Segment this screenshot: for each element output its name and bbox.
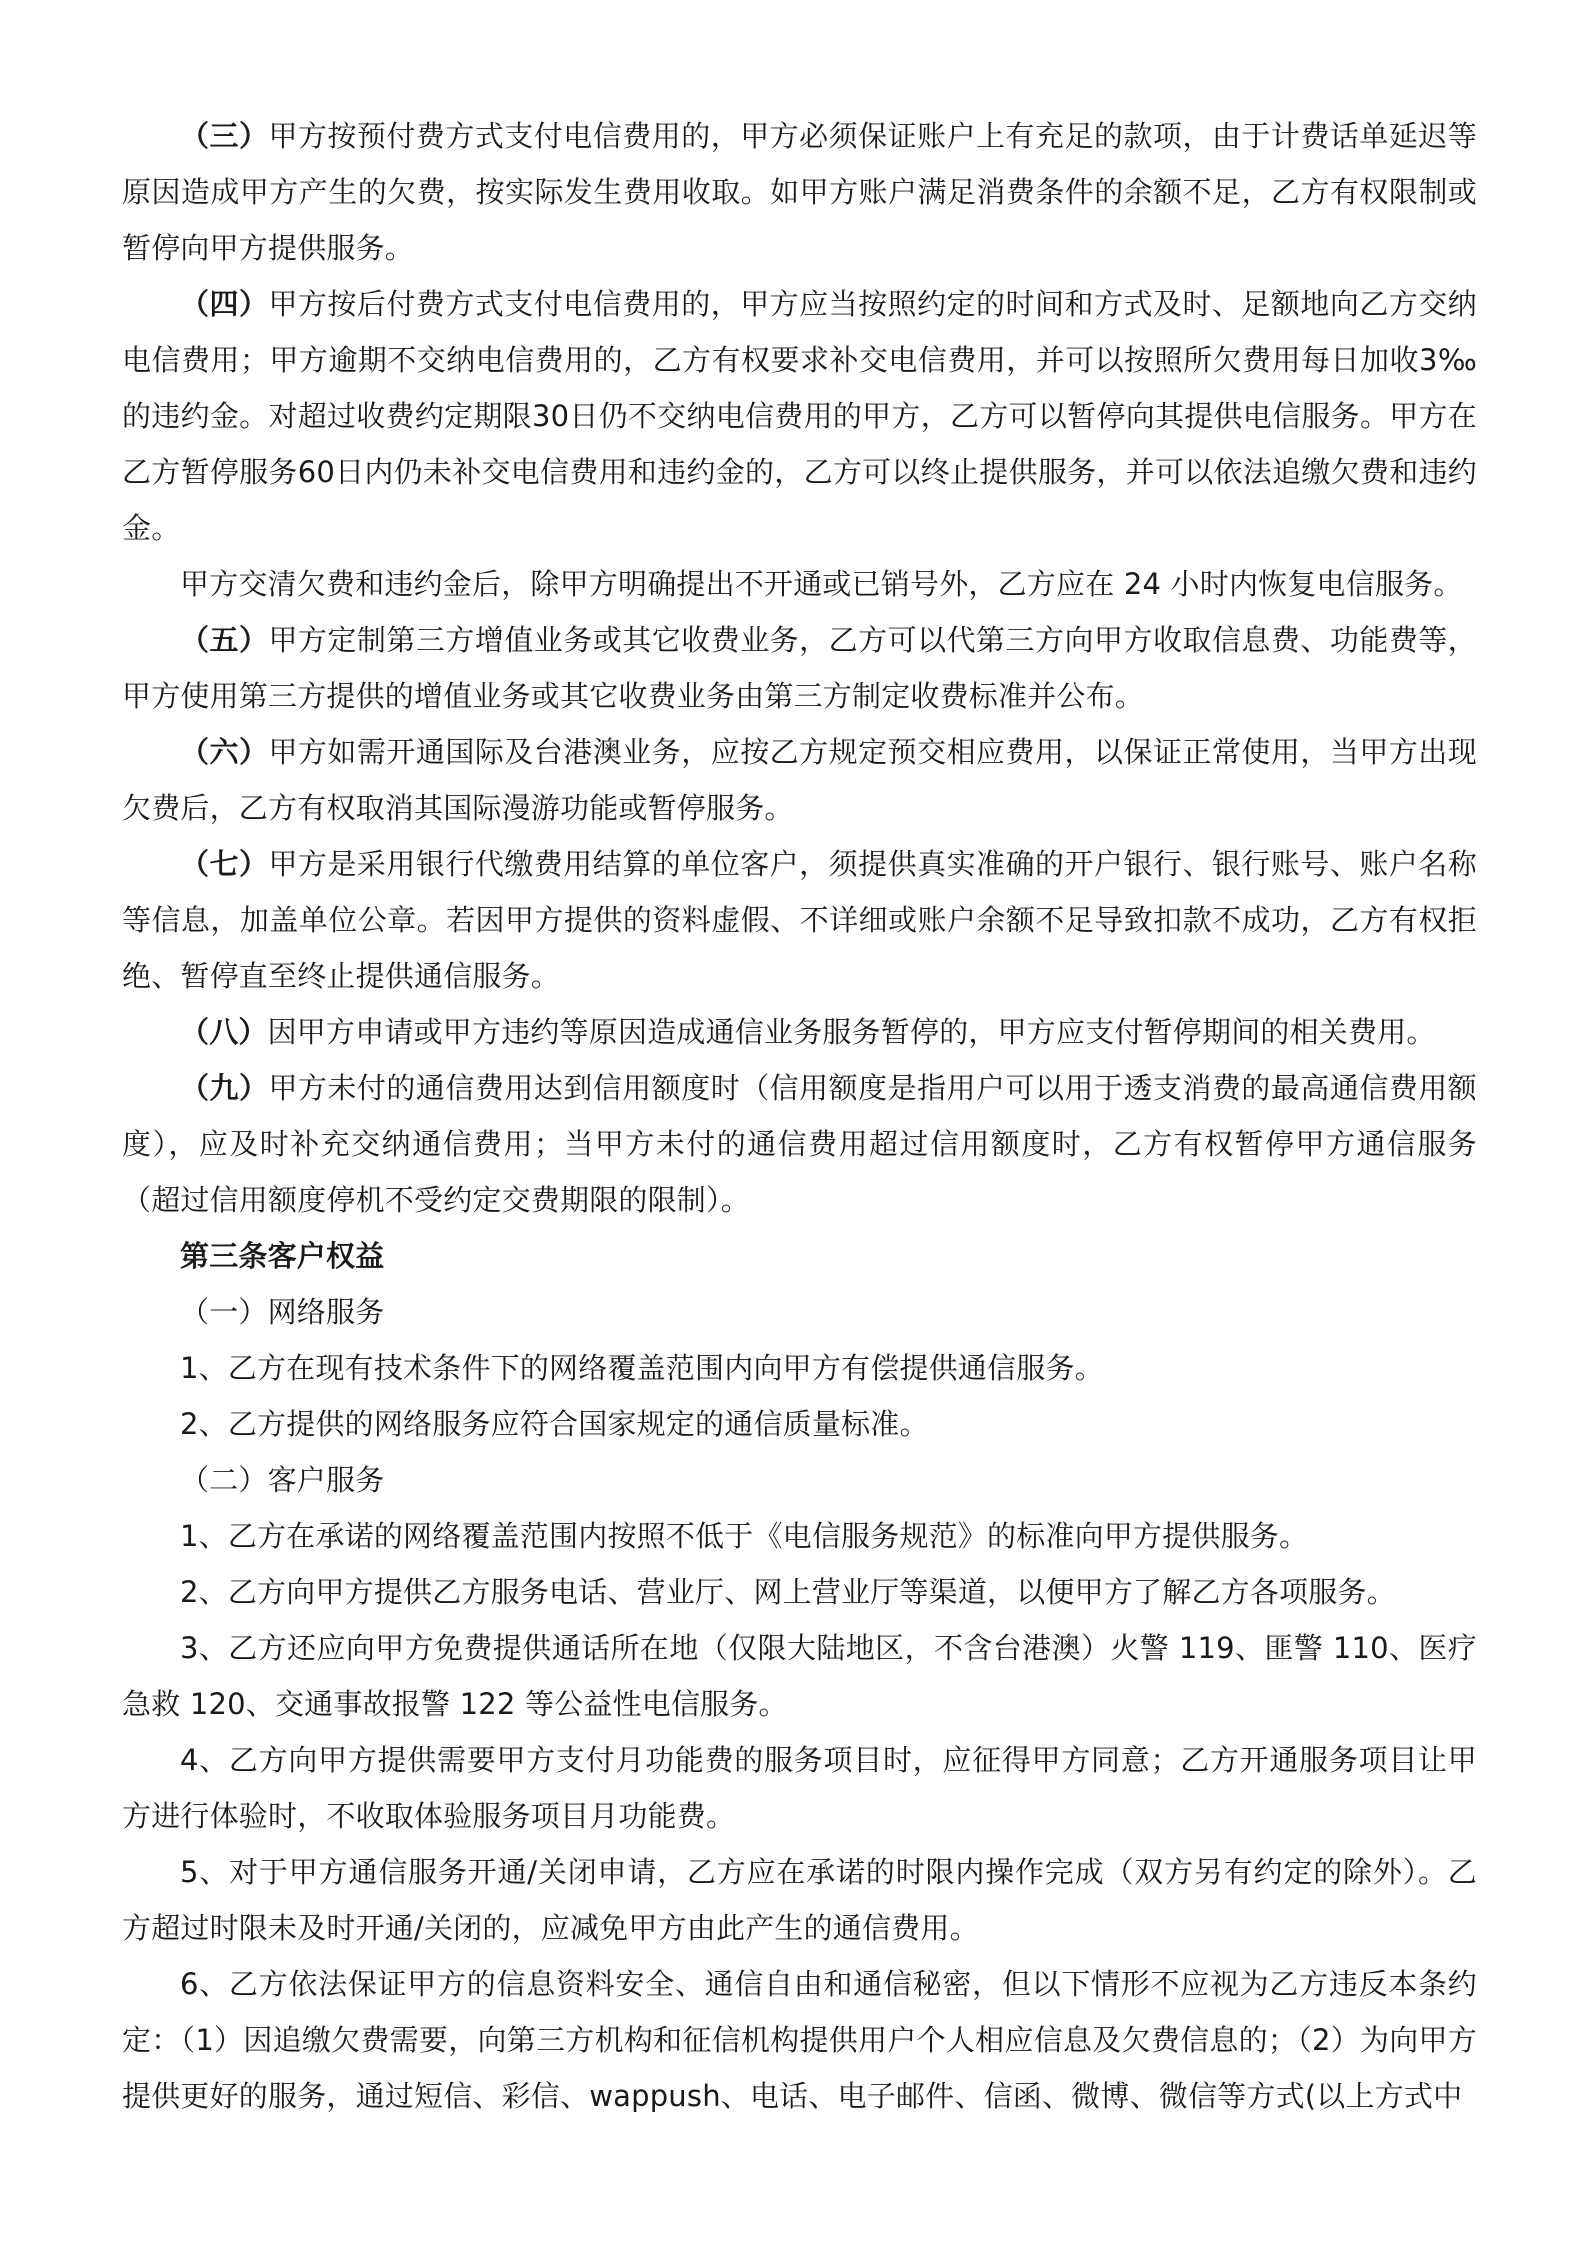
item-text: 3、乙方还应向甲方免费提供通话所在地（仅限大陆地区，不含台港澳）火警 119、匪警 110、医疗急救 120、交通事故报警 122 等公益性电信服务。 [122, 1631, 1477, 1721]
paragraph-9 [122, 1060, 1477, 1228]
clause-text: 甲方如需开通国际及台港澳业务，应按乙方规定预交相应费用，以保证正常使用，当甲方出现欠费后，乙方有权取消其国际漫游功能或暂停服务。 [122, 735, 1477, 825]
clause-text: 甲方定制第三方增值业务或其它收费业务，乙方可以代第三方向甲方收取信息费、功能费等，甲方使用第三方提供的增值业务或其它收费业务由第三方制定收费标准并公布。 [122, 623, 1477, 713]
clause-lead: （五） [180, 623, 269, 657]
item-customer-3 [122, 1620, 1477, 1732]
clause-text: 因甲方申请或甲方违约等原因造成通信业务服务暂停的，甲方应支付暂停期间的相关费用。 [267, 1015, 1436, 1049]
item-customer-5 [122, 1844, 1477, 1956]
paragraph-5 [122, 612, 1477, 724]
item-text: 5、对于甲方通信服务开通/关闭申请，乙方应在承诺的时限内操作完成（双方另有约定的除外）。乙方超过时限未及时开通/关闭的，应减免甲方由此产生的通信费用。 [122, 1855, 1477, 1945]
item-text: 4、乙方向甲方提供需要甲方支付月功能费的服务项目时，应征得甲方同意；乙方开通服务项目让甲方进行体验时，不收取体验服务项目月功能费。 [122, 1743, 1477, 1833]
clause-text: 甲方是采用银行代缴费用结算的单位客户，须提供真实准确的开户银行、银行账号、账户名称等信息，加盖单位公章。若因甲方提供的资料虚假、不详细或账户余额不足导致扣款不成功，乙方有权拒绝、暂停直至终止提供通信服务。 [122, 847, 1477, 993]
clause-lead: （八） [180, 1015, 268, 1049]
clause-text: 甲方未付的通信费用达到信用额度时（信用额度是指用户可以用于透支消费的最高通信费用额度），应及时补充交纳通信费用；当甲方未付的通信费用超过信用额度时，乙方有权暂停甲方通信服务（超过信用额度停机不受约定交费期限的限制）。 [122, 1071, 1477, 1217]
item-text: 2、乙方向甲方提供乙方服务电话、营业厅、网上营业厅等渠道，以便甲方了解乙方各项服务。 [180, 1575, 1396, 1609]
subsection-text: （二）客户服务 [180, 1463, 385, 1497]
item-text: 1、乙方在现有技术条件下的网络覆盖范围内向甲方有偿提供通信服务。 [180, 1351, 1104, 1385]
item-text: 2、乙方提供的网络服务应符合国家规定的通信质量标准。 [180, 1407, 929, 1441]
clause-lead: （六） [180, 735, 269, 769]
clause-text: 甲方交清欠费和违约金后，除甲方明确提出不开通或已销号外，乙方应在 24 小时内恢复电信服务。 [180, 567, 1463, 601]
item-customer-2 [122, 1564, 1477, 1620]
paragraph-8 [122, 1004, 1477, 1060]
section-heading [122, 1228, 1477, 1284]
clause-lead: （三） [180, 119, 269, 153]
document-body [122, 108, 1477, 2124]
clause-text: 甲方按预付费方式支付电信费用的，甲方必须保证账户上有充足的款项，由于计费话单延迟等原因造成甲方产生的欠费，按实际发生费用收取。如甲方账户满足消费条件的余额不足，乙方有权限制或暂停向甲方提供服务。 [122, 119, 1477, 265]
subsection-customer-service [122, 1452, 1477, 1508]
clause-text: 甲方按后付费方式支付电信费用的，甲方应当按照约定的时间和方式及时、足额地向乙方交纳电信费用；甲方逾期不交纳电信费用的，乙方有权要求补交电信费用，并可以按照所欠费用每日加收3‰的违约金。对超过收费约定期限30日仍不交纳电信费用的甲方，乙方可以暂停向其提供电信服务。甲方在乙方暂停服务60日内仍未补交电信费用和违约金的，乙方可以终止提供服务，并可以依法追缴欠费和违约金。 [122, 287, 1477, 545]
item-customer-4 [122, 1732, 1477, 1844]
section-heading-text: 第三条客户权益 [180, 1239, 385, 1273]
subsection-network-service [122, 1284, 1477, 1340]
paragraph-3 [122, 108, 1477, 276]
clause-lead: （七） [180, 847, 269, 881]
paragraph-7 [122, 836, 1477, 1004]
item-text: 1、乙方在承诺的网络覆盖范围内按照不低于《电信服务规范》的标准向甲方提供服务。 [180, 1519, 1309, 1553]
item-network-2 [122, 1396, 1477, 1452]
item-customer-6 [122, 1956, 1477, 2124]
item-network-1 [122, 1340, 1477, 1396]
clause-lead: （九） [180, 1071, 269, 1105]
item-text: 6、乙方依法保证甲方的信息资料安全、通信自由和通信秘密，但以下情形不应视为乙方违反本条约定：（1）因追缴欠费需要，向第三方机构和征信机构提供用户个人相应信息及欠费信息的；（2）为向甲方提供更好的服务，通过短信、彩信、wappush、电话、电子邮件、信函、微博、微信等方式(以上方式中 [122, 1967, 1477, 2113]
item-customer-1 [122, 1508, 1477, 1564]
subsection-text: （一）网络服务 [180, 1295, 385, 1329]
paragraph-4 [122, 276, 1477, 556]
clause-lead: （四） [180, 287, 269, 321]
paragraph-restore-service [122, 556, 1477, 612]
paragraph-6 [122, 724, 1477, 836]
